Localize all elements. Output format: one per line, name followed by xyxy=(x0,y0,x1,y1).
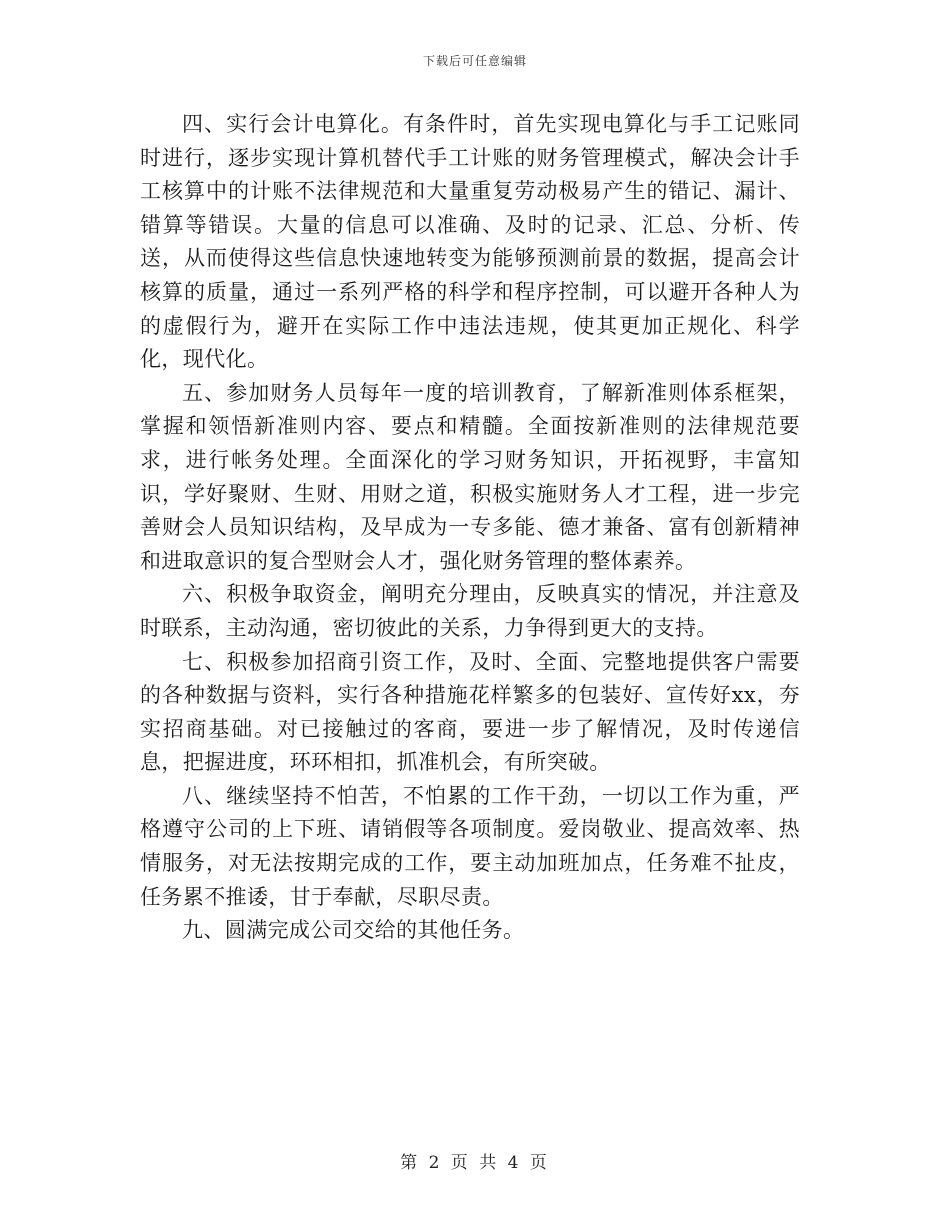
paragraph-7: 七、积极参加招商引资工作，及时、全面、完整地提供客户需要的各种数据与资料，实行各种措施花样繁多的包装好、宣传好xx，夯实招商基础。对已接触过的客商，要进一步了解情况，及时传递信息，把握进度，环环相扣，抓准机会，有所突破。 xyxy=(140,649,800,775)
paragraph-4: 四、实行会计电算化。有条件时，首先实现电算化与手工记账同时进行，逐步实现计算机替代手工计账的财务管理模式，解决会计手工核算中的计账不法律规范和大量重复劳动极易产生的错记、漏计、错算等错误。大量的信息可以准确、及时的记录、汇总、分析、传送，从而使得这些信息快速地转变为能够预测前景的数据，提高会计核算的质量，通过一系列严格的科学和程序控制，可以避开各种人为的虚假行为，避开在实际工作中违法违规，使其更加正规化、科学化，现代化。 xyxy=(140,112,800,372)
document-body xyxy=(140,108,800,948)
paragraph-6: 六、积极争取资金，阐明充分理由，反映真实的情况，并注意及时联系，主动沟通，密切彼此的关系，力争得到更大的支持。 xyxy=(140,582,800,640)
paragraph-5: 五、参加财务人员每年一度的培训教育，了解新准则体系框架，掌握和领悟新准则内容、要点和精髓。全面按新准则的法律规范要求，进行帐务处理。全面深化的学习财务知识，开拓视野，丰富知识，学好聚财、生财、用财之道，积极实施财务人才工程，进一步完善财会人员知识结构，及早成为一专多能、德才兼备、富有创新精神和进取意识的复合型财会人才，强化财务管理的整体素养。 xyxy=(140,380,800,573)
paragraph-8: 八、继续坚持不怕苦，不怕累的工作干劲，一切以工作为重，严格遵守公司的上下班、请销假等各项制度。爱岗敬业、提高效率、热情服务，对无法按期完成的工作，要主动加班加点，任务难不扯皮，任务累不推诿，甘于奉献，尽职尽责。 xyxy=(140,783,800,909)
page-footer: 第 2 页 共 4 页 xyxy=(400,1153,550,1173)
paragraph-9: 九、圆满完成公司交给的其他任务。 xyxy=(182,918,525,943)
page-header: 下载后可任意编辑 xyxy=(422,54,527,68)
